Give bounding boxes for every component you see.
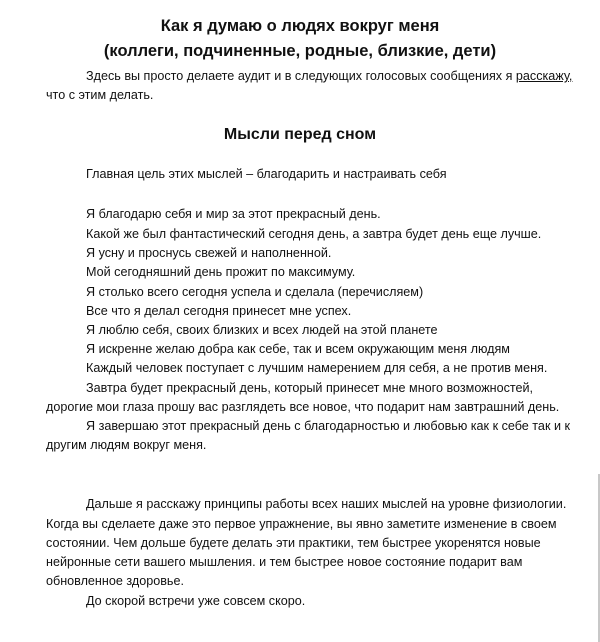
affirmation-line: Я столько всего сегодня успела и сделала (перечисляем) [86, 285, 424, 299]
affirmation-line: Я благодарю себя и мир за этот прекрасный день. [86, 207, 381, 221]
closing-line: Когда вы сделаете даже это первое упражнение, вы явно заметите изменение в своем [46, 517, 557, 531]
affirmation-line: Какой же был фантастический сегодня день, а завтра будет день еще лучше. [86, 227, 542, 241]
affirmation-line: Я искренне желаю добра как себе, так и всем окружающим меня людям [86, 342, 510, 356]
section-title: Мысли перед сном [223, 126, 377, 143]
closing-line: Дальше я расскажу принципы работы всех наших мыслей на уровне физиологии. [86, 497, 567, 511]
closing-line: нейронные сети вашего мышления. и тем быстрее новое состояние подарит вам [46, 555, 523, 569]
affirmation-line: другим людям вокруг меня. [46, 438, 207, 452]
closing-line: состоянии. Чем дольше будете делать эти практики, тем быстрее укоренятся новые [46, 536, 541, 550]
affirmation-line: Мой сегодняшний день прожит по максимуму. [86, 265, 356, 279]
affirmation-line: Завтра будет прекрасный день, который принесет мне много возможностей, [86, 381, 534, 395]
intro-underlined-word: расскажу, [515, 69, 573, 83]
affirmation-line: Каждый человек поступает с лучшим намерением для себя, а не против меня. [86, 361, 548, 375]
document-title-line2: (коллеги, подчиненные, родные, близкие, дети) [103, 42, 497, 60]
closing-line: До скорой встречи уже совсем скоро. [86, 594, 306, 608]
affirmation-line: Я завершаю этот прекрасный день с благодарностью и любовью как к себе так и к [86, 419, 570, 433]
document-title-line1: Как я думаю о людях вокруг меня [160, 17, 440, 35]
affirmation-line: Я усну и проснусь свежей и наполненной. [86, 246, 332, 260]
affirmation-line: Все что я делал сегодня принесет мне успех. [86, 304, 352, 318]
affirmation-line: Я люблю себя, своих близких и всех людей на этой планете [86, 323, 438, 337]
intro-line-1 [86, 68, 572, 84]
affirmation-line: дорогие мои глаза прошу вас разглядеть все новое, что подарит нам завтрашний день. [46, 400, 560, 414]
closing-line: обновленное здоровье. [46, 574, 184, 588]
goal-text: Главная цель этих мыслей – благодарить и настраивать себя [86, 167, 447, 181]
intro-line-2: что с этим делать. [46, 88, 154, 102]
intro-text: Здесь вы просто делаете аудит и в следующих голосовых сообщениях я [86, 69, 516, 83]
